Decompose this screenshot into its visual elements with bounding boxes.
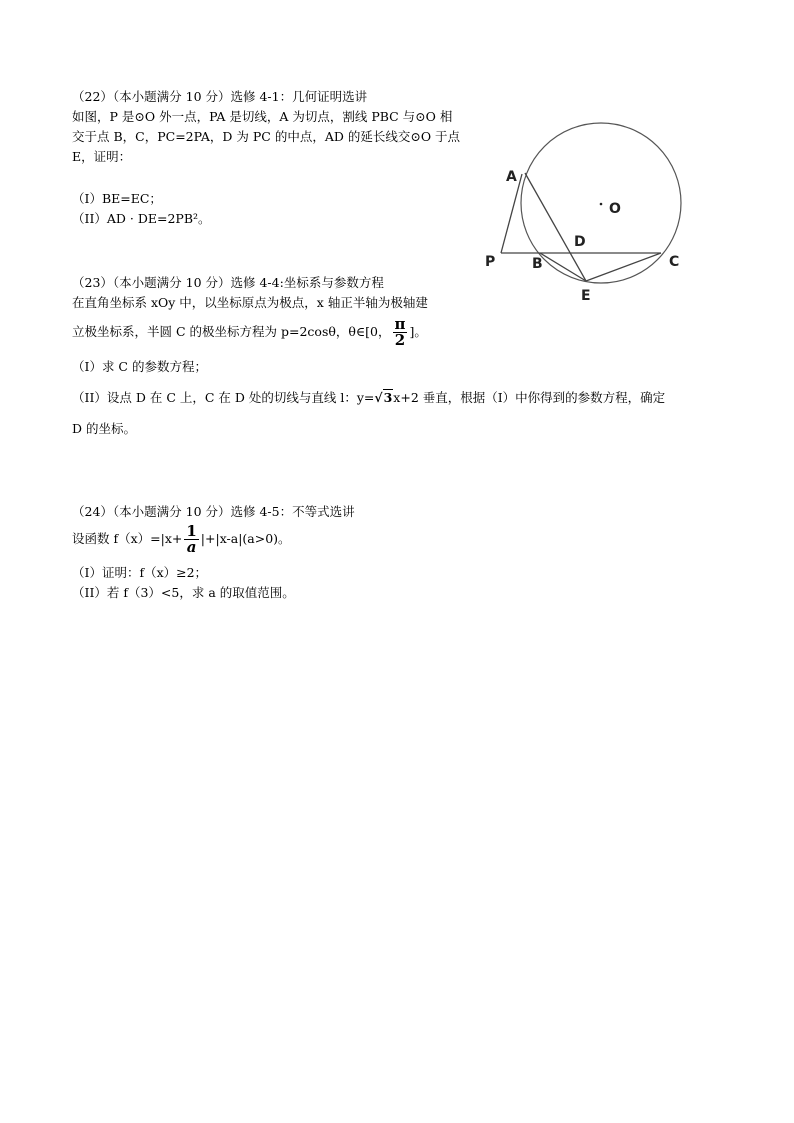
q23-title: （23）（本小题满分 10 分）选修 4-4:坐标系与参数方程 bbox=[72, 275, 384, 290]
sqrt-radicand: 3 bbox=[383, 390, 393, 405]
label-d: D bbox=[574, 234, 586, 250]
q23-part2 bbox=[72, 390, 665, 406]
frac-num: 1 bbox=[186, 522, 197, 540]
frac-num: π bbox=[394, 315, 406, 333]
q24-func-pre: 设函数 f（x）=|x+ bbox=[72, 531, 183, 546]
q23-line2-pre: 立极坐标系，半圆 C 的极坐标方程为 p=2cosθ，θ∈[0， bbox=[72, 324, 391, 339]
q24-func-post: |+|x-a|(a>0)。 bbox=[200, 531, 291, 546]
q23-line2-post: ]。 bbox=[409, 324, 427, 339]
q23-line2 bbox=[72, 317, 427, 348]
frac-den: 2 bbox=[394, 331, 406, 349]
q22-part2: （II）AD · DE=2PB²。 bbox=[72, 211, 211, 226]
label-p: P bbox=[485, 254, 496, 270]
q22-text-line: 如图，P 是⊙O 外一点，PA 是切线，A 为切点，割线 PBC 与⊙O 相 bbox=[72, 109, 453, 124]
geometry-figure bbox=[470, 120, 710, 310]
q23-part2-pre: （II）设点 D 在 C 上，C 在 D 处的切线与直线 l：y= bbox=[72, 390, 375, 405]
label-c: C bbox=[669, 254, 680, 270]
q24-part2: （II）若 f（3）<5，求 a 的取值范围。 bbox=[72, 585, 295, 600]
label-o: O bbox=[609, 201, 621, 217]
q24-function bbox=[72, 524, 291, 555]
q23-part1: （I）求 C 的参数方程； bbox=[72, 359, 207, 374]
frac-den: a bbox=[186, 538, 197, 556]
label-a: A bbox=[506, 169, 517, 185]
q24-title: （24）（本小题满分 10 分）选修 4-5：不等式选讲 bbox=[72, 504, 355, 519]
label-e: E bbox=[581, 288, 591, 304]
q22-text-line: 交于点 B，C，PC=2PA，D 为 PC 的中点，AD 的延长线交⊙O 于点 bbox=[72, 129, 461, 144]
q24-part1: （I）证明：f（x）≥2； bbox=[72, 565, 208, 580]
q23-part2-line2: D 的坐标。 bbox=[72, 421, 136, 436]
fraction-pi-over-2 bbox=[393, 317, 408, 348]
q22-part1: （I）BE=EC； bbox=[72, 191, 162, 206]
q23-line1: 在直角坐标系 xOy 中，以坐标原点为极点，x 轴正半轴为极轴建 bbox=[72, 295, 428, 310]
q22-title: （22）（本小题满分 10 分）选修 4-1：几何证明选讲 bbox=[72, 89, 368, 104]
fraction-1-over-a bbox=[184, 524, 198, 555]
sqrt-3: √3 bbox=[374, 390, 393, 405]
q22-text-line: E，证明： bbox=[72, 149, 132, 164]
q23-part2-post: x+2 垂直，根据（I）中你得到的参数方程，确定 bbox=[393, 390, 666, 405]
label-b: B bbox=[532, 256, 543, 272]
